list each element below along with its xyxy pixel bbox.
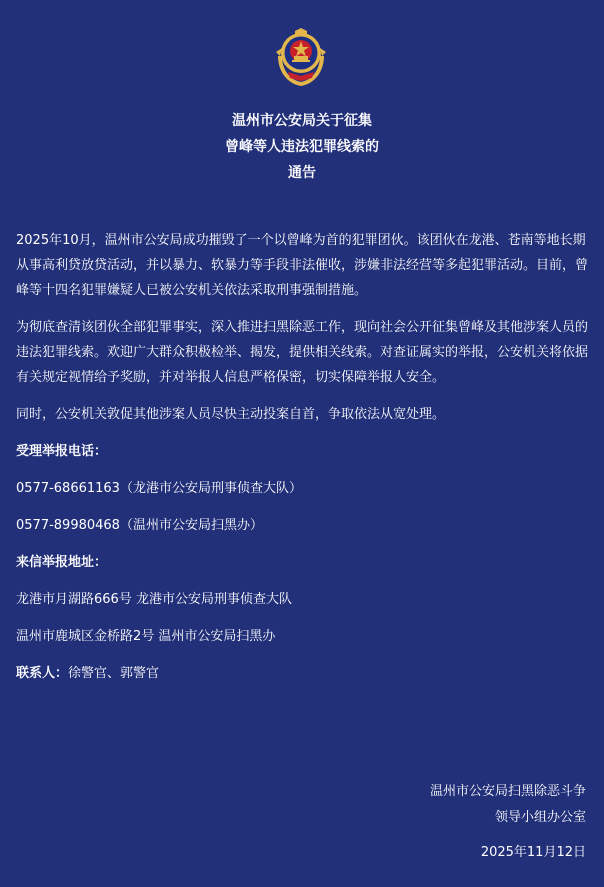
- police-emblem-icon: [270, 26, 332, 88]
- notice-body: [16, 228, 588, 698]
- contact-label: 联系人：: [16, 666, 69, 681]
- notice-title: [0, 108, 604, 186]
- signature-date: 2025年11月12日: [480, 845, 586, 860]
- hotline-phone-1: 0577-68661163（龙港市公安局刑事侦查大队）: [16, 481, 302, 496]
- hotline-label: 受理举报电话：: [16, 444, 108, 459]
- mail-address-1: 龙港市月湖路666号 龙港市公安局刑事侦查大队: [16, 592, 292, 607]
- contact-names: 徐警官、郭警官: [68, 666, 160, 681]
- hotline-phone-2: 0577-89980468（温州市公安局扫黑办）: [16, 518, 263, 533]
- mail-label: 来信举报地址：: [16, 555, 108, 570]
- paragraph-call-for-clues: 为彻底查清该团伙全部犯罪事实，深入推进扫黑除恶工作，现向社会公开征集曾峰及其他涉案人员的违法犯罪线索。欢迎广大群众积极检举、揭发，提供相关线索。对查证属实的举报，公安机关将依据有关规定视情给予奖励，并对举报人信息严格保密，切实保障举报人安全。: [16, 320, 589, 385]
- signature-org-1: 温州市公安局扫黑除恶斗争: [429, 784, 586, 799]
- paragraph-case-summary: 2025年10月，温州市公安局成功摧毁了一个以曾峰为首的犯罪团伙。该团伙在龙港、苍南等地长期从事高利贷放贷活动，并以暴力、软暴力等手段非法催收，涉嫌非法经营等多起犯罪活动。目前，曾峰等十四名犯罪嫌疑人已被公安机关依法采取刑事强制措施。: [16, 233, 589, 298]
- title-line-1: 温州市公安局关于征集: [232, 113, 372, 129]
- title-line-2: 曾峰等人违法犯罪线索的: [225, 139, 379, 155]
- paragraph-surrender-urge: 同时，公安机关敦促其他涉案人员尽快主动投案自首，争取依法从宽处理。: [16, 407, 446, 422]
- mail-address-2: 温州市鹿城区金桥路2号 温州市公安局扫黑办: [16, 629, 276, 644]
- signature-org-2: 领导小组办公室: [494, 810, 586, 825]
- title-line-3: 通告: [288, 165, 316, 181]
- contact-line: [16, 661, 588, 686]
